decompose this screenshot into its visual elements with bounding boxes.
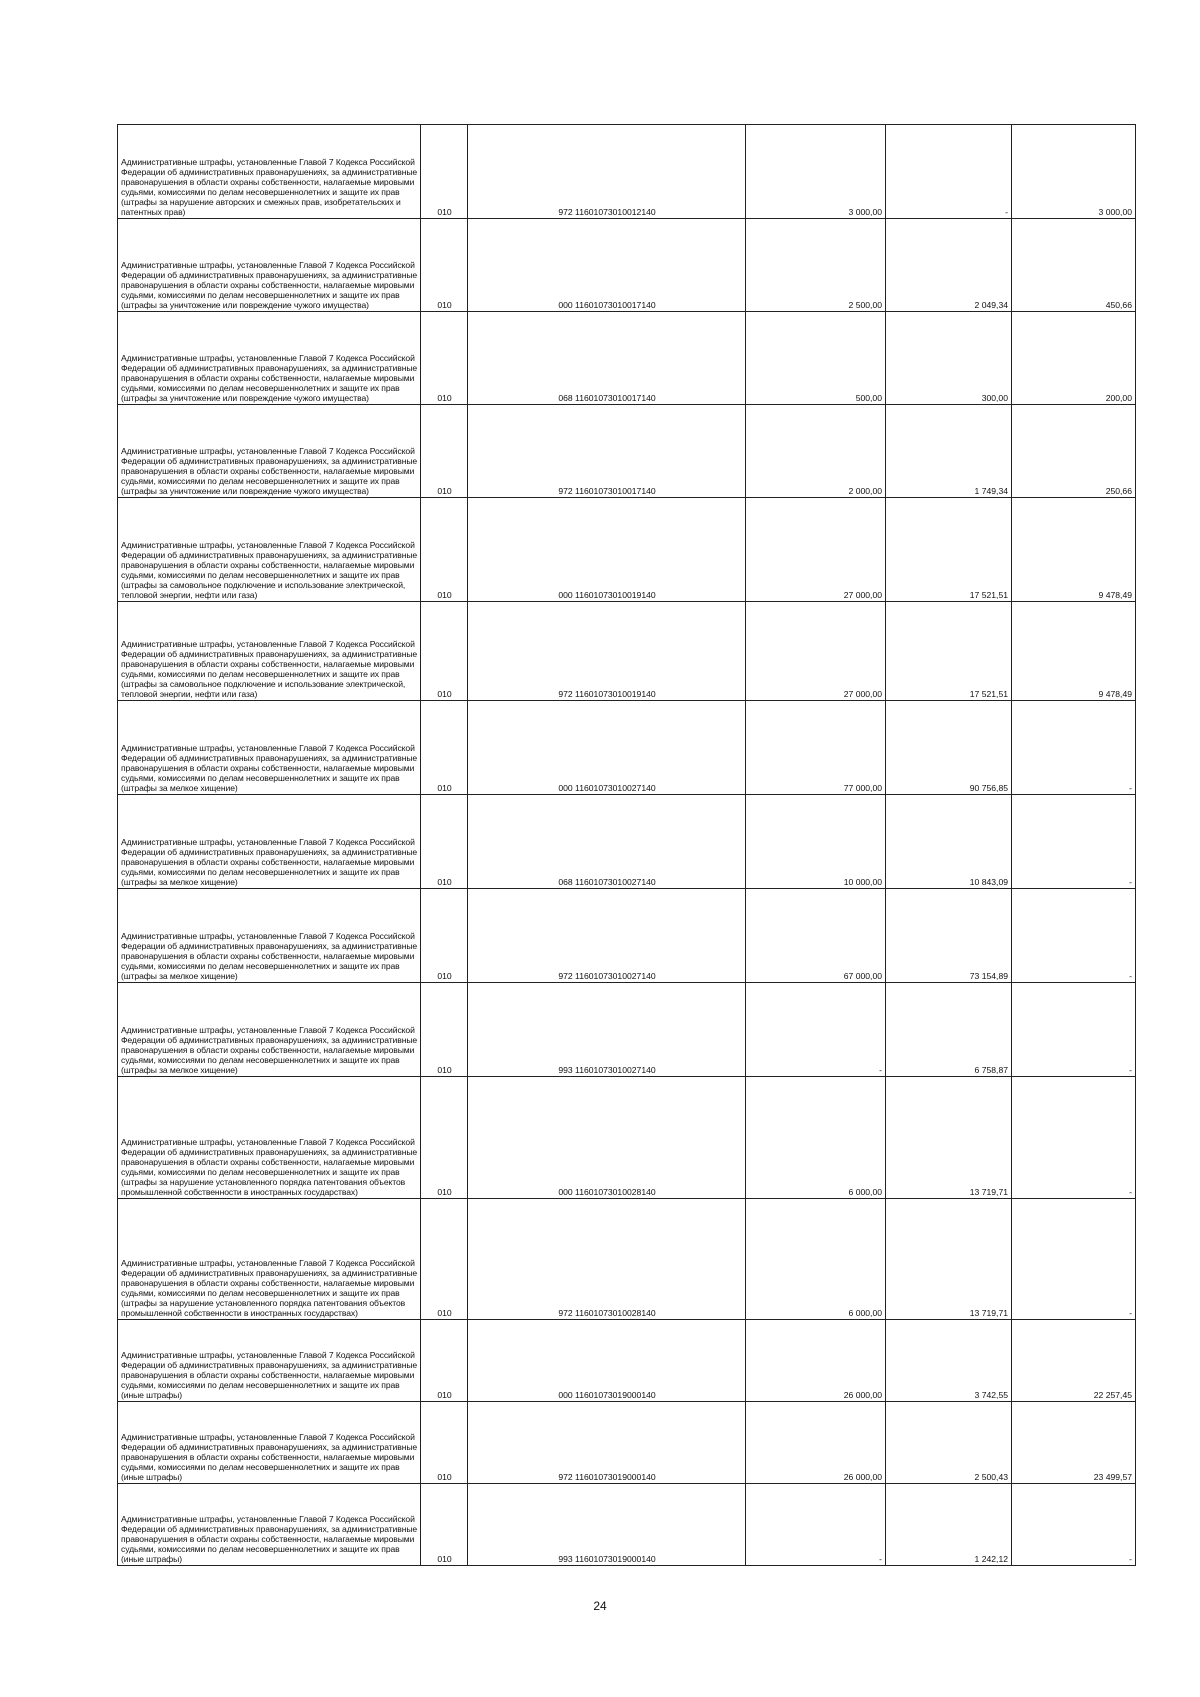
row-code: 010 (421, 1402, 468, 1484)
row-budget-code: 972 11601073010012140 (468, 125, 746, 219)
row-description: Административные штрафы, установленные Главой 7 Кодекса Российской Федерации об административных правонарушениях, за административные правонарушения в области охраны собственности, налагаемые мировыми судьями, комиссиями по делам несовершеннолетних и защите их прав (штрафы за самовольное подключение и использование электрической, тепловой энергии, нефти или газа) (118, 602, 421, 701)
row-unexecuted-amount: - (1012, 701, 1136, 795)
row-executed-amount: 73 154,89 (886, 889, 1012, 983)
row-description: Административные штрафы, установленные Главой 7 Кодекса Российской Федерации об административных правонарушениях, за административные правонарушения в области охраны собственности, налагаемые мировыми судьями, комиссиями по делам несовершеннолетних и защите их прав (штрафы за нарушение авторских и смежных прав, изобретательских и патентных прав) (118, 125, 421, 219)
row-code: 010 (421, 219, 468, 312)
page-number: 24 (593, 1599, 607, 1613)
row-description: Административные штрафы, установленные Главой 7 Кодекса Российской Федерации об административных правонарушениях, за административные правонарушения в области охраны собственности, налагаемые мировыми судьями, комиссиями по делам несовершеннолетних и защите их прав (штрафы за уничтожение или повреждение чужого имущества) (118, 405, 421, 498)
row-executed-amount: 10 843,09 (886, 795, 1012, 889)
row-code: 010 (421, 1199, 468, 1320)
table-row (118, 795, 1136, 889)
row-approved-amount: 26 000,00 (746, 1320, 886, 1402)
row-code: 010 (421, 312, 468, 405)
row-budget-code: 068 11601073010017140 (468, 312, 746, 405)
table-row (118, 701, 1136, 795)
row-executed-amount: 17 521,51 (886, 498, 1012, 602)
row-budget-code: 000 11601073019000140 (468, 1320, 746, 1402)
table-row (118, 1484, 1136, 1566)
row-code: 010 (421, 1077, 468, 1199)
row-budget-code: 972 11601073010019140 (468, 602, 746, 701)
row-budget-code: 972 11601073010017140 (468, 405, 746, 498)
row-executed-amount: 13 719,71 (886, 1199, 1012, 1320)
table-row (118, 1320, 1136, 1402)
row-unexecuted-amount: - (1012, 1199, 1136, 1320)
row-approved-amount: 500,00 (746, 312, 886, 405)
row-unexecuted-amount: 23 499,57 (1012, 1402, 1136, 1484)
row-description: Административные штрафы, установленные Главой 7 Кодекса Российской Федерации об административных правонарушениях, за административные правонарушения в области охраны собственности, налагаемые мировыми судьями, комиссиями по делам несовершеннолетних и защите их прав (штрафы за нарушение установленного порядка патентования объектов промышленной собственности в иностранных государствах) (118, 1199, 421, 1320)
row-unexecuted-amount: - (1012, 1077, 1136, 1199)
row-unexecuted-amount: 3 000,00 (1012, 125, 1136, 219)
row-executed-amount: 90 756,85 (886, 701, 1012, 795)
row-approved-amount: 6 000,00 (746, 1077, 886, 1199)
row-description: Административные штрафы, установленные Главой 7 Кодекса Российской Федерации об административных правонарушениях, за административные правонарушения в области охраны собственности, налагаемые мировыми судьями, комиссиями по делам несовершеннолетних и защите их прав (штрафы за мелкое хищение) (118, 701, 421, 795)
row-approved-amount: 27 000,00 (746, 498, 886, 602)
row-executed-amount: 2 049,34 (886, 219, 1012, 312)
table-row (118, 405, 1136, 498)
row-code: 010 (421, 889, 468, 983)
row-code: 010 (421, 498, 468, 602)
row-unexecuted-amount: 9 478,49 (1012, 498, 1136, 602)
row-executed-amount: 2 500,43 (886, 1402, 1012, 1484)
row-code: 010 (421, 795, 468, 889)
row-approved-amount: 10 000,00 (746, 795, 886, 889)
row-unexecuted-amount: - (1012, 983, 1136, 1077)
row-executed-amount: 6 758,87 (886, 983, 1012, 1077)
row-budget-code: 993 11601073019000140 (468, 1484, 746, 1566)
row-approved-amount: 6 000,00 (746, 1199, 886, 1320)
table-row (118, 983, 1136, 1077)
row-description: Административные штрафы, установленные Главой 7 Кодекса Российской Федерации об административных правонарушениях, за административные правонарушения в области охраны собственности, налагаемые мировыми судьями, комиссиями по делам несовершеннолетних и защите их прав (иные штрафы) (118, 1320, 421, 1402)
row-description: Административные штрафы, установленные Главой 7 Кодекса Российской Федерации об административных правонарушениях, за административные правонарушения в области охраны собственности, налагаемые мировыми судьями, комиссиями по делам несовершеннолетних и защите их прав (иные штрафы) (118, 1484, 421, 1566)
row-budget-code: 993 11601073010027140 (468, 983, 746, 1077)
row-executed-amount: 13 719,71 (886, 1077, 1012, 1199)
row-executed-amount: 3 742,55 (886, 1320, 1012, 1402)
table-row (118, 1077, 1136, 1199)
table-row (118, 1199, 1136, 1320)
row-unexecuted-amount: 200,00 (1012, 312, 1136, 405)
table-row (118, 1402, 1136, 1484)
row-code: 010 (421, 602, 468, 701)
row-executed-amount: 17 521,51 (886, 602, 1012, 701)
row-unexecuted-amount: 450,66 (1012, 219, 1136, 312)
row-approved-amount: 67 000,00 (746, 889, 886, 983)
row-executed-amount: - (886, 125, 1012, 219)
row-budget-code: 000 11601073010019140 (468, 498, 746, 602)
row-code: 010 (421, 1484, 468, 1566)
row-code: 010 (421, 405, 468, 498)
row-approved-amount: 2 500,00 (746, 219, 886, 312)
row-executed-amount: 1 749,34 (886, 405, 1012, 498)
table-row (118, 312, 1136, 405)
table-row (118, 219, 1136, 312)
row-budget-code: 000 11601073010028140 (468, 1077, 746, 1199)
row-unexecuted-amount: 250,66 (1012, 405, 1136, 498)
table-body (118, 125, 1136, 1566)
row-approved-amount: 27 000,00 (746, 602, 886, 701)
row-code: 010 (421, 983, 468, 1077)
table-row (118, 602, 1136, 701)
row-description: Административные штрафы, установленные Главой 7 Кодекса Российской Федерации об административных правонарушениях, за административные правонарушения в области охраны собственности, налагаемые мировыми судьями, комиссиями по делам несовершеннолетних и защите их прав (штрафы за нарушение установленного порядка патентования объектов промышленной собственности в иностранных государствах) (118, 1077, 421, 1199)
row-approved-amount: - (746, 983, 886, 1077)
row-budget-code: 000 11601073010027140 (468, 701, 746, 795)
row-approved-amount: 26 000,00 (746, 1402, 886, 1484)
row-description: Административные штрафы, установленные Главой 7 Кодекса Российской Федерации об административных правонарушениях, за административные правонарушения в области охраны собственности, налагаемые мировыми судьями, комиссиями по делам несовершеннолетних и защите их прав (штрафы за мелкое хищение) (118, 889, 421, 983)
table-row (118, 125, 1136, 219)
row-budget-code: 972 11601073010027140 (468, 889, 746, 983)
row-approved-amount: 2 000,00 (746, 405, 886, 498)
row-description: Административные штрафы, установленные Главой 7 Кодекса Российской Федерации об административных правонарушениях, за административные правонарушения в области охраны собственности, налагаемые мировыми судьями, комиссиями по делам несовершеннолетних и защите их прав (штрафы за уничтожение или повреждение чужого имущества) (118, 312, 421, 405)
row-unexecuted-amount: 22 257,45 (1012, 1320, 1136, 1402)
row-executed-amount: 300,00 (886, 312, 1012, 405)
table-row (118, 498, 1136, 602)
row-description: Административные штрафы, установленные Главой 7 Кодекса Российской Федерации об административных правонарушениях, за административные правонарушения в области охраны собственности, налагаемые мировыми судьями, комиссиями по делам несовершеннолетних и защите их прав (иные штрафы) (118, 1402, 421, 1484)
revenue-table (117, 124, 1136, 1566)
row-unexecuted-amount: - (1012, 889, 1136, 983)
row-budget-code: 068 11601073010027140 (468, 795, 746, 889)
row-description: Административные штрафы, установленные Главой 7 Кодекса Российской Федерации об административных правонарушениях, за административные правонарушения в области охраны собственности, налагаемые мировыми судьями, комиссиями по делам несовершеннолетних и защите их прав (штрафы за мелкое хищение) (118, 795, 421, 889)
row-unexecuted-amount: - (1012, 1484, 1136, 1566)
row-code: 010 (421, 125, 468, 219)
row-description: Административные штрафы, установленные Главой 7 Кодекса Российской Федерации об административных правонарушениях, за административные правонарушения в области охраны собственности, налагаемые мировыми судьями, комиссиями по делам несовершеннолетних и защите их прав (штрафы за самовольное подключение и использование электрической, тепловой энергии, нефти или газа) (118, 498, 421, 602)
row-unexecuted-amount: - (1012, 795, 1136, 889)
row-budget-code: 972 11601073010028140 (468, 1199, 746, 1320)
row-approved-amount: 77 000,00 (746, 701, 886, 795)
table-row (118, 889, 1136, 983)
row-budget-code: 000 11601073010017140 (468, 219, 746, 312)
row-approved-amount: - (746, 1484, 886, 1566)
row-approved-amount: 3 000,00 (746, 125, 886, 219)
row-description: Административные штрафы, установленные Главой 7 Кодекса Российской Федерации об административных правонарушениях, за административные правонарушения в области охраны собственности, налагаемые мировыми судьями, комиссиями по делам несовершеннолетних и защите их прав (штрафы за уничтожение или повреждение чужого имущества) (118, 219, 421, 312)
row-code: 010 (421, 1320, 468, 1402)
row-executed-amount: 1 242,12 (886, 1484, 1012, 1566)
row-budget-code: 972 11601073019000140 (468, 1402, 746, 1484)
row-description: Административные штрафы, установленные Главой 7 Кодекса Российской Федерации об административных правонарушениях, за административные правонарушения в области охраны собственности, налагаемые мировыми судьями, комиссиями по делам несовершеннолетних и защите их прав (штрафы за мелкое хищение) (118, 983, 421, 1077)
row-unexecuted-amount: 9 478,49 (1012, 602, 1136, 701)
row-code: 010 (421, 701, 468, 795)
